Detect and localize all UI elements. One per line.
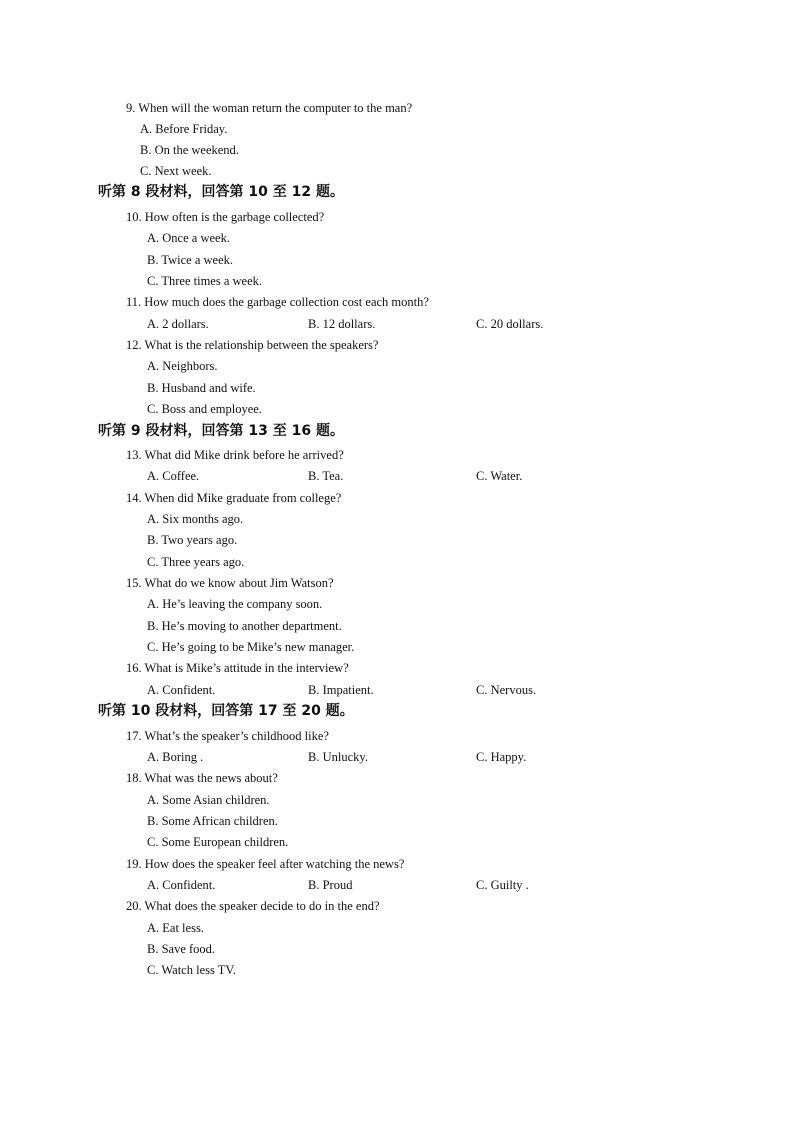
q10-option-b: B. Twice a week. (147, 253, 234, 267)
q15-option-c: C. He’s going to be Mike’s new manager. (147, 640, 355, 654)
question-17: 17. What’s the speaker’s childhood like? (126, 729, 329, 743)
q20-option-b: B. Save food. (147, 942, 216, 956)
q13-option-b: B. Tea. (308, 469, 344, 483)
q17-option-a: A. Boring . (147, 750, 204, 764)
question-11: 11. How much does the garbage collection cost each month? (126, 295, 429, 309)
question-18: 18. What was the news about? (126, 771, 278, 785)
section-heading-10: 听第 10 段材料，回答第 17 至 20 题。 (98, 703, 354, 719)
q20-option-a: A. Eat less. (147, 921, 204, 935)
q9-option-a: A. Before Friday. (140, 122, 228, 136)
q17-option-b: B. Unlucky. (308, 750, 368, 764)
q14-option-c: C. Three years ago. (147, 555, 245, 569)
q18-option-a: A. Some Asian children. (147, 793, 270, 807)
q17-option-c: C. Happy. (476, 750, 527, 764)
question-10: 10. How often is the garbage collected? (126, 210, 325, 224)
q12-option-a: A. Neighbors. (147, 359, 218, 373)
question-9: 9. When will the woman return the computer to the man? (126, 101, 413, 115)
q15-option-b: B. He’s moving to another department. (147, 619, 342, 633)
section-heading-8: 听第 8 段材料，回答第 10 至 12 题。 (98, 184, 344, 200)
question-12: 12. What is the relationship between the speakers? (126, 338, 379, 352)
q20-option-c: C. Watch less TV. (147, 963, 236, 977)
q12-option-c: C. Boss and employee. (147, 402, 262, 416)
question-14: 14. When did Mike graduate from college? (126, 491, 342, 505)
q9-option-c: C. Next week. (140, 164, 212, 178)
question-16: 16. What is Mike’s attitude in the interview? (126, 661, 349, 675)
q11-option-b: B. 12 dollars. (308, 317, 376, 331)
q11-option-c: C. 20 dollars. (476, 317, 544, 331)
question-20: 20. What does the speaker decide to do in the end? (126, 899, 380, 913)
q18-option-b: B. Some African children. (147, 814, 278, 828)
q13-option-c: C. Water. (476, 469, 523, 483)
q10-option-c: C. Three times a week. (147, 274, 263, 288)
q12-option-b: B. Husband and wife. (147, 381, 256, 395)
q13-option-a: A. Coffee. (147, 469, 200, 483)
q19-option-a: A. Confident. (147, 878, 216, 892)
q9-option-b: B. On the weekend. (140, 143, 239, 157)
q16-option-a: A. Confident. (147, 683, 216, 697)
q19-option-c: C. Guilty . (476, 878, 529, 892)
question-15: 15. What do we know about Jim Watson? (126, 576, 334, 590)
q11-option-a: A. 2 dollars. (147, 317, 209, 331)
q16-option-b: B. Impatient. (308, 683, 374, 697)
question-19: 19. How does the speaker feel after watching the news? (126, 857, 405, 871)
q19-option-b: B. Proud (308, 878, 353, 892)
q16-option-c: C. Nervous. (476, 683, 537, 697)
question-13: 13. What did Mike drink before he arrived? (126, 448, 344, 462)
q14-option-a: A. Six months ago. (147, 512, 244, 526)
q14-option-b: B. Two years ago. (147, 533, 238, 547)
section-heading-9: 听第 9 段材料，回答第 13 至 16 题。 (98, 423, 344, 439)
q15-option-a: A. He’s leaving the company soon. (147, 597, 323, 611)
q18-option-c: C. Some European children. (147, 835, 289, 849)
q10-option-a: A. Once a week. (147, 231, 230, 245)
